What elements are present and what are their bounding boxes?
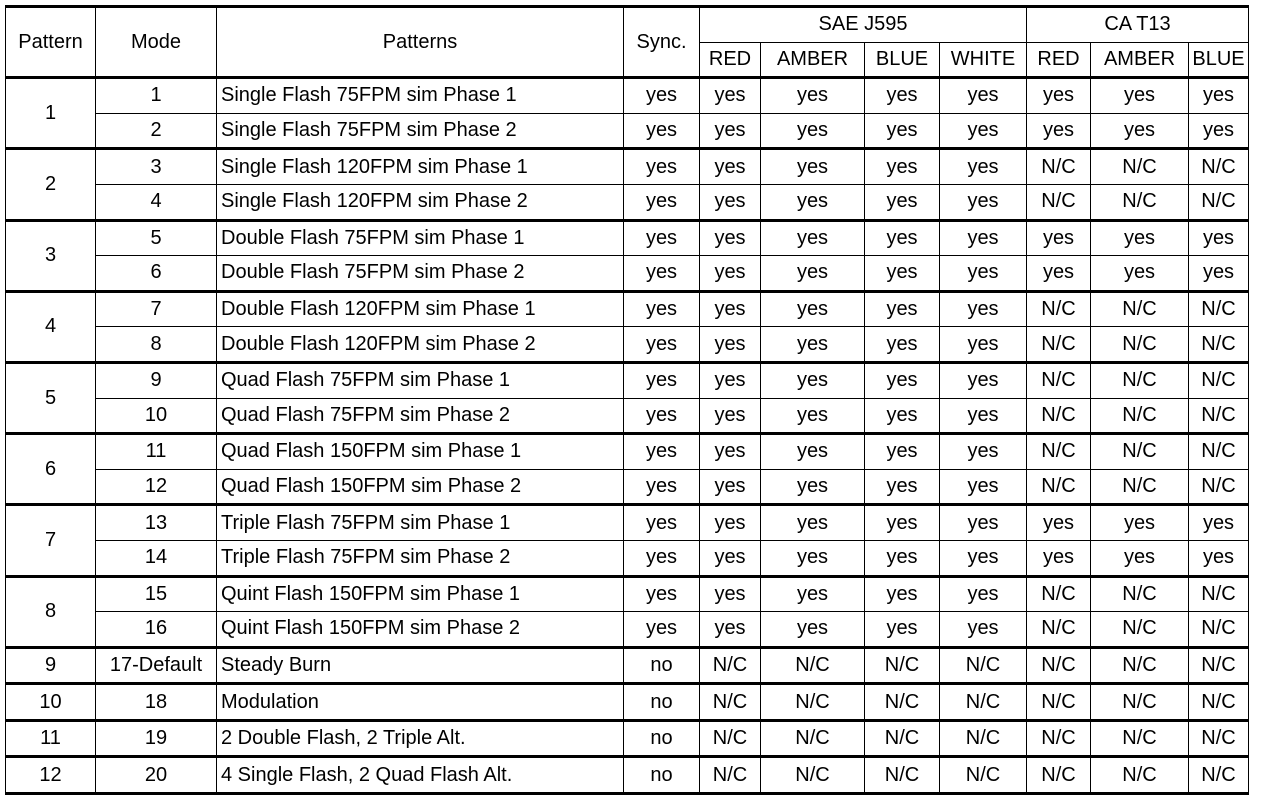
sae-amber-cell: yes [761,291,865,327]
sync-cell: yes [624,149,700,185]
ca-red-cell: yes [1027,540,1091,576]
sae-red-cell: yes [700,576,761,612]
mode-cell: 4 [96,184,217,220]
sae-red-cell: N/C [700,647,761,684]
table-row [6,576,1249,612]
ca-red-cell: N/C [1027,184,1091,220]
sae-red-cell: yes [700,184,761,220]
ca-amber-cell: N/C [1091,327,1189,363]
ca-red-cell: N/C [1027,434,1091,470]
sae-blue-cell: yes [865,612,940,648]
sae-red-cell: N/C [700,757,761,794]
ca-blue-cell: N/C [1189,757,1249,794]
header-sync: Sync. [624,7,700,78]
ca-red-cell: N/C [1027,684,1091,721]
sae-amber-cell: N/C [761,720,865,757]
sae-amber-cell: yes [761,113,865,149]
ca-blue-cell: N/C [1189,327,1249,363]
sae-white-cell: yes [940,612,1027,648]
pattern-name-cell: Single Flash 75FPM sim Phase 1 [217,78,624,114]
pattern-name-cell: Quad Flash 150FPM sim Phase 1 [217,434,624,470]
mode-cell: 1 [96,78,217,114]
sync-cell: yes [624,505,700,541]
header-sae-j595: SAE J595 [700,7,1027,43]
sae-blue-cell: yes [865,469,940,505]
sae-amber-cell: yes [761,327,865,363]
ca-red-cell: yes [1027,256,1091,292]
sae-white-cell: yes [940,469,1027,505]
ca-blue-cell: N/C [1189,612,1249,648]
sae-amber-cell: yes [761,220,865,256]
sae-amber-cell: yes [761,362,865,398]
pattern-number-cell: 12 [6,757,96,794]
ca-amber-cell: N/C [1091,612,1189,648]
sae-amber-cell: yes [761,612,865,648]
ca-blue-cell: N/C [1189,149,1249,185]
sync-cell: no [624,647,700,684]
sae-red-cell: yes [700,469,761,505]
sync-cell: yes [624,113,700,149]
pattern-name-cell: Quint Flash 150FPM sim Phase 1 [217,576,624,612]
pattern-name-cell: Single Flash 120FPM sim Phase 1 [217,149,624,185]
table-row [6,149,1249,185]
table-row [6,256,1249,292]
pattern-name-cell: Quad Flash 150FPM sim Phase 2 [217,469,624,505]
pattern-number-cell: 2 [6,149,96,220]
ca-amber-cell: yes [1091,220,1189,256]
sae-red-cell: yes [700,291,761,327]
sae-red-cell: N/C [700,684,761,721]
ca-red-cell: N/C [1027,612,1091,648]
table-row [6,327,1249,363]
sync-cell: yes [624,78,700,114]
sync-cell: yes [624,256,700,292]
sae-white-cell: yes [940,149,1027,185]
sae-white-cell: yes [940,398,1027,434]
ca-blue-cell: N/C [1189,576,1249,612]
header-ca-blue: BLUE [1189,42,1249,78]
sae-amber-cell: N/C [761,757,865,794]
ca-red-cell: yes [1027,220,1091,256]
sae-amber-cell: yes [761,149,865,185]
ca-blue-cell: yes [1189,505,1249,541]
ca-blue-cell: N/C [1189,398,1249,434]
header-sae-amber: AMBER [761,42,865,78]
ca-amber-cell: N/C [1091,469,1189,505]
mode-cell: 3 [96,149,217,185]
table-row [6,434,1249,470]
pattern-name-cell: Double Flash 75FPM sim Phase 2 [217,256,624,292]
sae-red-cell: yes [700,113,761,149]
sae-white-cell: yes [940,327,1027,363]
header-ca-red: RED [1027,42,1091,78]
sae-white-cell: yes [940,113,1027,149]
sae-blue-cell: yes [865,149,940,185]
sae-blue-cell: yes [865,540,940,576]
pattern-name-cell: 4 Single Flash, 2 Quad Flash Alt. [217,757,624,794]
mode-cell: 8 [96,327,217,363]
ca-amber-cell: N/C [1091,184,1189,220]
sae-red-cell: yes [700,256,761,292]
sae-red-cell: N/C [700,720,761,757]
pattern-name-cell: Modulation [217,684,624,721]
sync-cell: yes [624,398,700,434]
mode-cell: 17-Default [96,647,217,684]
sae-blue-cell: yes [865,78,940,114]
table-header [6,7,1249,78]
table-row [6,540,1249,576]
table-row [6,720,1249,757]
ca-amber-cell: yes [1091,113,1189,149]
ca-amber-cell: N/C [1091,684,1189,721]
table-row [6,113,1249,149]
ca-red-cell: N/C [1027,576,1091,612]
mode-cell: 20 [96,757,217,794]
ca-red-cell: N/C [1027,469,1091,505]
pattern-number-cell: 3 [6,220,96,291]
ca-amber-cell: N/C [1091,757,1189,794]
ca-red-cell: yes [1027,505,1091,541]
table-row [6,184,1249,220]
mode-cell: 14 [96,540,217,576]
sae-blue-cell: yes [865,362,940,398]
pattern-number-cell: 4 [6,291,96,362]
table-row [6,398,1249,434]
ca-blue-cell: yes [1189,78,1249,114]
sync-cell: no [624,757,700,794]
pattern-name-cell: Single Flash 75FPM sim Phase 2 [217,113,624,149]
sync-cell: yes [624,220,700,256]
sae-blue-cell: N/C [865,684,940,721]
table-row [6,469,1249,505]
sae-amber-cell: yes [761,434,865,470]
table-row [6,684,1249,721]
sae-white-cell: yes [940,256,1027,292]
sae-white-cell: yes [940,78,1027,114]
ca-blue-cell: N/C [1189,469,1249,505]
ca-blue-cell: N/C [1189,291,1249,327]
table-row [6,220,1249,256]
pattern-name-cell: Double Flash 75FPM sim Phase 1 [217,220,624,256]
ca-blue-cell: yes [1189,256,1249,292]
sae-amber-cell: yes [761,184,865,220]
ca-amber-cell: N/C [1091,149,1189,185]
pattern-number-cell: 11 [6,720,96,757]
sync-cell: yes [624,612,700,648]
ca-blue-cell: yes [1189,220,1249,256]
ca-red-cell: N/C [1027,647,1091,684]
pattern-number-cell: 5 [6,362,96,433]
table-row [6,78,1249,114]
ca-amber-cell: N/C [1091,291,1189,327]
ca-amber-cell: N/C [1091,362,1189,398]
sae-amber-cell: yes [761,505,865,541]
pattern-name-cell: Triple Flash 75FPM sim Phase 1 [217,505,624,541]
ca-red-cell: N/C [1027,757,1091,794]
sae-red-cell: yes [700,505,761,541]
header-sae-red: RED [700,42,761,78]
sae-white-cell: yes [940,184,1027,220]
sae-blue-cell: yes [865,576,940,612]
ca-amber-cell: yes [1091,78,1189,114]
ca-red-cell: yes [1027,113,1091,149]
sae-red-cell: yes [700,149,761,185]
ca-red-cell: N/C [1027,327,1091,363]
mode-cell: 13 [96,505,217,541]
sae-white-cell: yes [940,576,1027,612]
sae-white-cell: yes [940,362,1027,398]
sae-red-cell: yes [700,78,761,114]
pattern-number-cell: 8 [6,576,96,647]
sae-white-cell: N/C [940,720,1027,757]
sync-cell: yes [624,540,700,576]
header-pattern: Pattern [6,7,96,78]
pattern-name-cell: Triple Flash 75FPM sim Phase 2 [217,540,624,576]
pattern-name-cell: Quint Flash 150FPM sim Phase 2 [217,612,624,648]
sae-blue-cell: N/C [865,647,940,684]
ca-red-cell: N/C [1027,291,1091,327]
sync-cell: yes [624,362,700,398]
sync-cell: yes [624,434,700,470]
sae-white-cell: N/C [940,647,1027,684]
sae-amber-cell: yes [761,256,865,292]
table-row [6,647,1249,684]
sae-red-cell: yes [700,434,761,470]
sae-amber-cell: yes [761,576,865,612]
mode-cell: 19 [96,720,217,757]
pattern-number-cell: 1 [6,78,96,149]
sae-red-cell: yes [700,612,761,648]
mode-cell: 18 [96,684,217,721]
ca-blue-cell: N/C [1189,684,1249,721]
pattern-number-cell: 10 [6,684,96,721]
sae-blue-cell: yes [865,220,940,256]
pattern-name-cell: Double Flash 120FPM sim Phase 2 [217,327,624,363]
mode-cell: 2 [96,113,217,149]
sync-cell: yes [624,469,700,505]
sae-blue-cell: N/C [865,757,940,794]
header-ca-t13: CA T13 [1027,7,1249,43]
pattern-name-cell: Steady Burn [217,647,624,684]
table-row [6,757,1249,794]
mode-cell: 16 [96,612,217,648]
ca-blue-cell: N/C [1189,720,1249,757]
ca-red-cell: N/C [1027,398,1091,434]
mode-cell: 6 [96,256,217,292]
table-row [6,291,1249,327]
ca-blue-cell: N/C [1189,647,1249,684]
sae-white-cell: yes [940,220,1027,256]
mode-cell: 11 [96,434,217,470]
mode-cell: 7 [96,291,217,327]
ca-amber-cell: yes [1091,540,1189,576]
sae-amber-cell: yes [761,78,865,114]
sync-cell: yes [624,327,700,363]
ca-amber-cell: N/C [1091,576,1189,612]
sync-cell: no [624,684,700,721]
sync-cell: yes [624,184,700,220]
ca-amber-cell: N/C [1091,647,1189,684]
pattern-number-cell: 7 [6,505,96,576]
sae-blue-cell: yes [865,398,940,434]
table-row [6,505,1249,541]
table-container [5,5,1249,795]
sae-white-cell: yes [940,540,1027,576]
ca-red-cell: N/C [1027,720,1091,757]
pattern-number-cell: 9 [6,647,96,684]
table-row [6,362,1249,398]
sae-white-cell: N/C [940,757,1027,794]
ca-amber-cell: N/C [1091,720,1189,757]
sae-red-cell: yes [700,362,761,398]
sae-blue-cell: N/C [865,720,940,757]
ca-blue-cell: yes [1189,540,1249,576]
sae-amber-cell: yes [761,540,865,576]
sae-white-cell: N/C [940,684,1027,721]
header-patterns: Patterns [217,7,624,78]
mode-cell: 10 [96,398,217,434]
ca-amber-cell: yes [1091,505,1189,541]
sync-cell: no [624,720,700,757]
sae-blue-cell: yes [865,291,940,327]
sae-amber-cell: N/C [761,684,865,721]
sae-white-cell: yes [940,291,1027,327]
pattern-name-cell: Double Flash 120FPM sim Phase 1 [217,291,624,327]
ca-red-cell: N/C [1027,362,1091,398]
pattern-name-cell: Quad Flash 75FPM sim Phase 2 [217,398,624,434]
ca-blue-cell: yes [1189,113,1249,149]
sync-cell: yes [624,291,700,327]
ca-blue-cell: N/C [1189,362,1249,398]
sae-amber-cell: yes [761,469,865,505]
sae-white-cell: yes [940,434,1027,470]
sae-blue-cell: yes [865,113,940,149]
flash-pattern-table [5,5,1249,795]
mode-cell: 9 [96,362,217,398]
pattern-name-cell: 2 Double Flash, 2 Triple Alt. [217,720,624,757]
table-row [6,612,1249,648]
sync-cell: yes [624,576,700,612]
header-ca-amber: AMBER [1091,42,1189,78]
ca-amber-cell: N/C [1091,434,1189,470]
header-sae-white: WHITE [940,42,1027,78]
ca-red-cell: yes [1027,78,1091,114]
sae-red-cell: yes [700,398,761,434]
table-body [6,78,1249,794]
pattern-name-cell: Quad Flash 75FPM sim Phase 1 [217,362,624,398]
sae-red-cell: yes [700,327,761,363]
ca-amber-cell: N/C [1091,398,1189,434]
sae-blue-cell: yes [865,505,940,541]
mode-cell: 5 [96,220,217,256]
header-mode: Mode [96,7,217,78]
sae-red-cell: yes [700,540,761,576]
sae-blue-cell: yes [865,327,940,363]
sae-white-cell: yes [940,505,1027,541]
sae-amber-cell: N/C [761,647,865,684]
sae-blue-cell: yes [865,184,940,220]
pattern-name-cell: Single Flash 120FPM sim Phase 2 [217,184,624,220]
ca-blue-cell: N/C [1189,434,1249,470]
mode-cell: 12 [96,469,217,505]
sae-blue-cell: yes [865,256,940,292]
sae-red-cell: yes [700,220,761,256]
ca-blue-cell: N/C [1189,184,1249,220]
sae-blue-cell: yes [865,434,940,470]
mode-cell: 15 [96,576,217,612]
ca-amber-cell: yes [1091,256,1189,292]
pattern-number-cell: 6 [6,434,96,505]
sae-amber-cell: yes [761,398,865,434]
ca-red-cell: N/C [1027,149,1091,185]
header-sae-blue: BLUE [865,42,940,78]
